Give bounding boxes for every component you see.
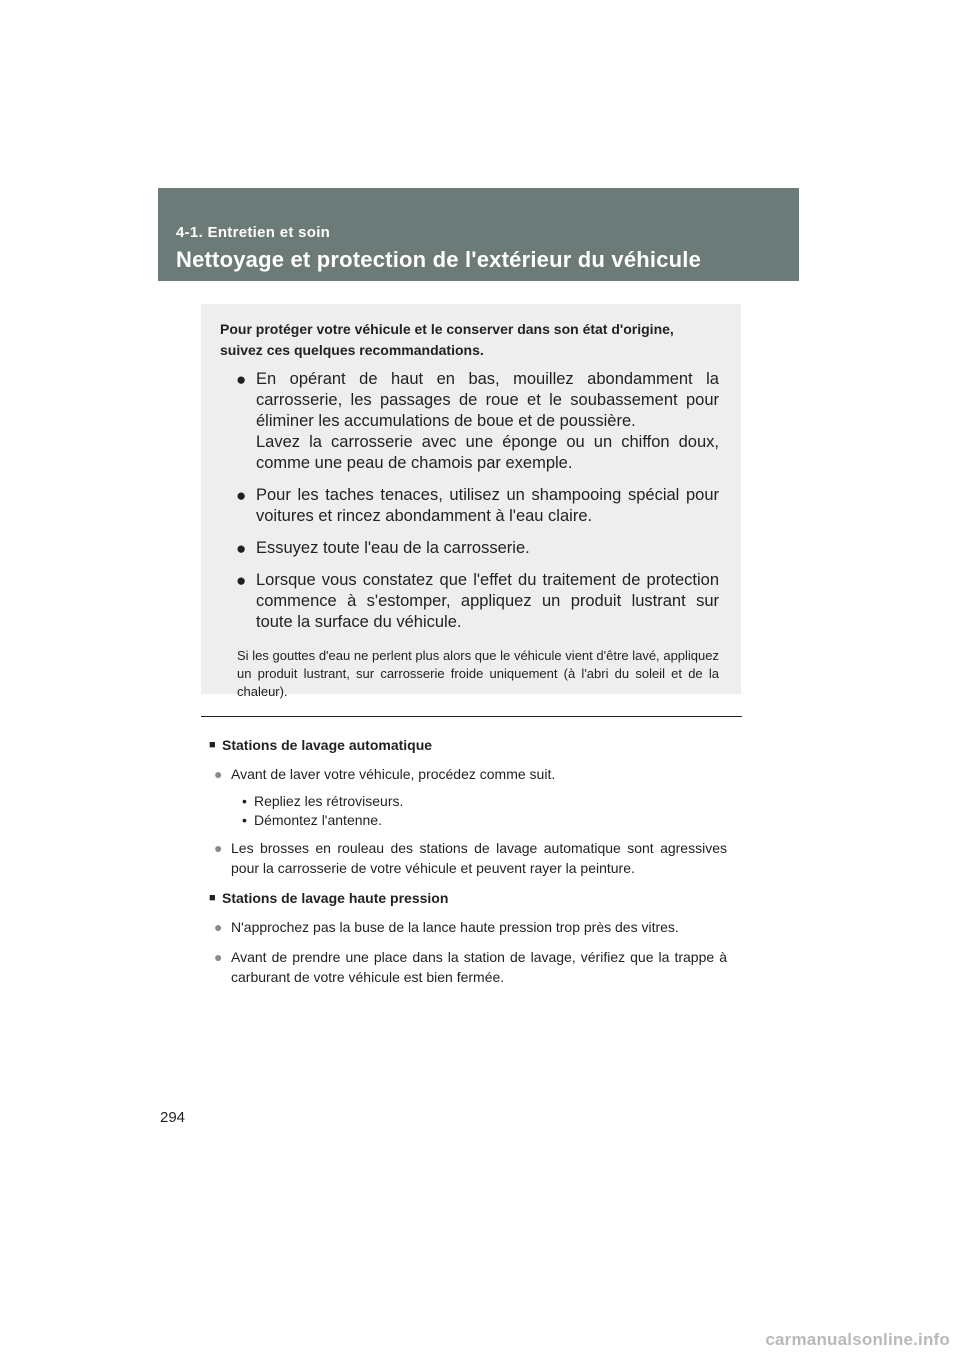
list-item: ● Les brosses en rouleau des stations de lavage automatique sont agressives pour la carrosserie de votre véhicule et peuvent rayer la peinture.: [214, 840, 727, 876]
section-heading: ■ Stations de lavage automatique: [209, 737, 433, 753]
list-item: ● Lorsque vous constatez que l'effet du traitement de protection commence à s'estomper, appliquez un produit lustrant sur toute la surface du véhicule.: [236, 571, 719, 631]
info-sections: [209, 735, 727, 997]
list-item: • Repliez les rétroviseurs.: [242, 792, 727, 811]
bullet-dot-icon: ●: [214, 919, 223, 935]
intro-text: Pour protéger votre véhicule et le conserver dans son état d'origine, suivez ces quelques recommandations.: [220, 321, 674, 358]
list-item: • Démontez l'antenne.: [242, 811, 727, 830]
intro-note: Si les gouttes d'eau ne perlent plus alors que le véhicule vient d'être lavé, appliquez un produit lustrant, sur carrosserie froide uniquement (à l'abri du soleil et de la chaleur).: [237, 648, 719, 699]
square-bullet-icon: ■: [209, 892, 216, 904]
bullet-dot-icon: ●: [214, 766, 223, 782]
page-title: Nettoyage et protection de l'extérieur du véhicule: [176, 247, 702, 272]
divider: [201, 716, 742, 717]
list-item: ● Avant de laver votre véhicule, procédez comme suit.: [214, 766, 556, 782]
watermark: carmanualsonline.info: [765, 1330, 950, 1349]
square-bullet-icon: ■: [209, 739, 216, 751]
list-item: ● Avant de prendre une place dans la station de lavage, vérifiez que la trappe à carburant de votre véhicule est bien fermée.: [214, 949, 727, 985]
page-number: 294: [160, 1109, 186, 1126]
chapter-header: [158, 188, 799, 281]
bullet-dot-icon: ●: [236, 571, 247, 590]
list-item: ● En opérant de haut en bas, mouillez abondamment la carrosserie, les passages de roue et le soubassement pour éliminer les accumulations de boue et de poussière. Lavez la carrosserie avec une éponge ou un chiffon doux, comme une peau de chamois par exemple.: [236, 370, 719, 472]
section-label: 4-1. Entretien et soin: [176, 224, 331, 241]
sub-bullet-list: [209, 792, 727, 830]
intro-box: [201, 304, 741, 699]
list-item: ● Pour les taches tenaces, utilisez un shampooing spécial pour voitures et rincez abondamment à l'eau claire.: [236, 486, 719, 525]
section-heading: ■ Stations de lavage haute pression: [209, 890, 449, 906]
bullet-dot-icon: ●: [214, 840, 223, 856]
bullet-dot-icon: ●: [214, 949, 223, 965]
bullet-dot-icon: ●: [236, 370, 247, 389]
list-item: ● Essuyez toute l'eau de la carrosserie.: [236, 539, 530, 558]
bullet-dot-icon: ●: [236, 539, 247, 558]
bullet-dot-icon: ●: [236, 486, 247, 505]
list-item: ● N'approchez pas la buse de la lance haute pression trop près des vitres.: [214, 919, 679, 935]
